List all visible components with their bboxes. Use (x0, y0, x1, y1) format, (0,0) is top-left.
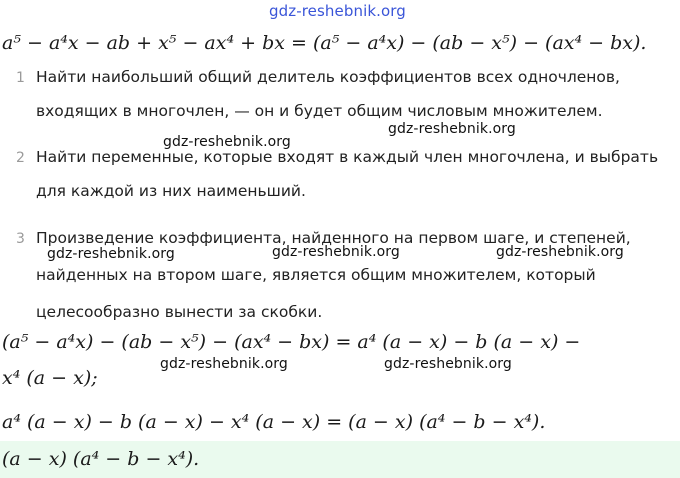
equation-2-line-1: (a⁵ − a⁴x) − (ab − x⁵) − (ax⁴ − bx) = a⁴ (a − x) − b (a − x) − (2, 331, 581, 353)
watermark: gdz-reshebnik.org (163, 134, 291, 150)
step-3-number: 3 (16, 231, 25, 247)
watermark: gdz-reshebnik.org (160, 356, 288, 372)
answer: (a − x) (a⁴ − b − x⁴). (2, 448, 200, 470)
step-2-number: 2 (16, 150, 25, 166)
watermark: gdz-reshebnik.org (47, 246, 175, 262)
equation-1: a⁵ − a⁴x − ab + x⁵ − ax⁴ + bx = (a⁵ − a⁴x) − (ab − x⁵) − (ax⁴ − bx). (2, 32, 647, 54)
watermark: gdz-reshebnik.org (388, 121, 516, 137)
watermark-top: gdz-reshebnik.org (269, 2, 406, 20)
step-1-text: Найти наибольший общий делитель коэффициентов всех одночленов, входящих в многочлен, — он и будет общим числовым множителем. (36, 68, 620, 120)
watermark: gdz-reshebnik.org (272, 244, 400, 260)
equation-2-line-2: x⁴ (a − x); (2, 367, 98, 389)
equation-3: a⁴ (a − x) − b (a − x) − x⁴ (a − x) = (a − x) (a⁴ − b − x⁴). (2, 411, 546, 433)
watermark: gdz-reshebnik.org (496, 244, 624, 260)
step-2-text: Найти переменные, которые входят в каждый член многочлена, и выбрать для каждой из них наименьший. (36, 148, 659, 200)
step-3-text: Произведение коэффициента, найденного на первом шаге, и степеней, найденных на втором шаге, является общим множителем, который целесообразно вынести за скобки. (36, 229, 631, 321)
watermark: gdz-reshebnik.org (384, 356, 512, 372)
step-1-number: 1 (16, 70, 25, 86)
